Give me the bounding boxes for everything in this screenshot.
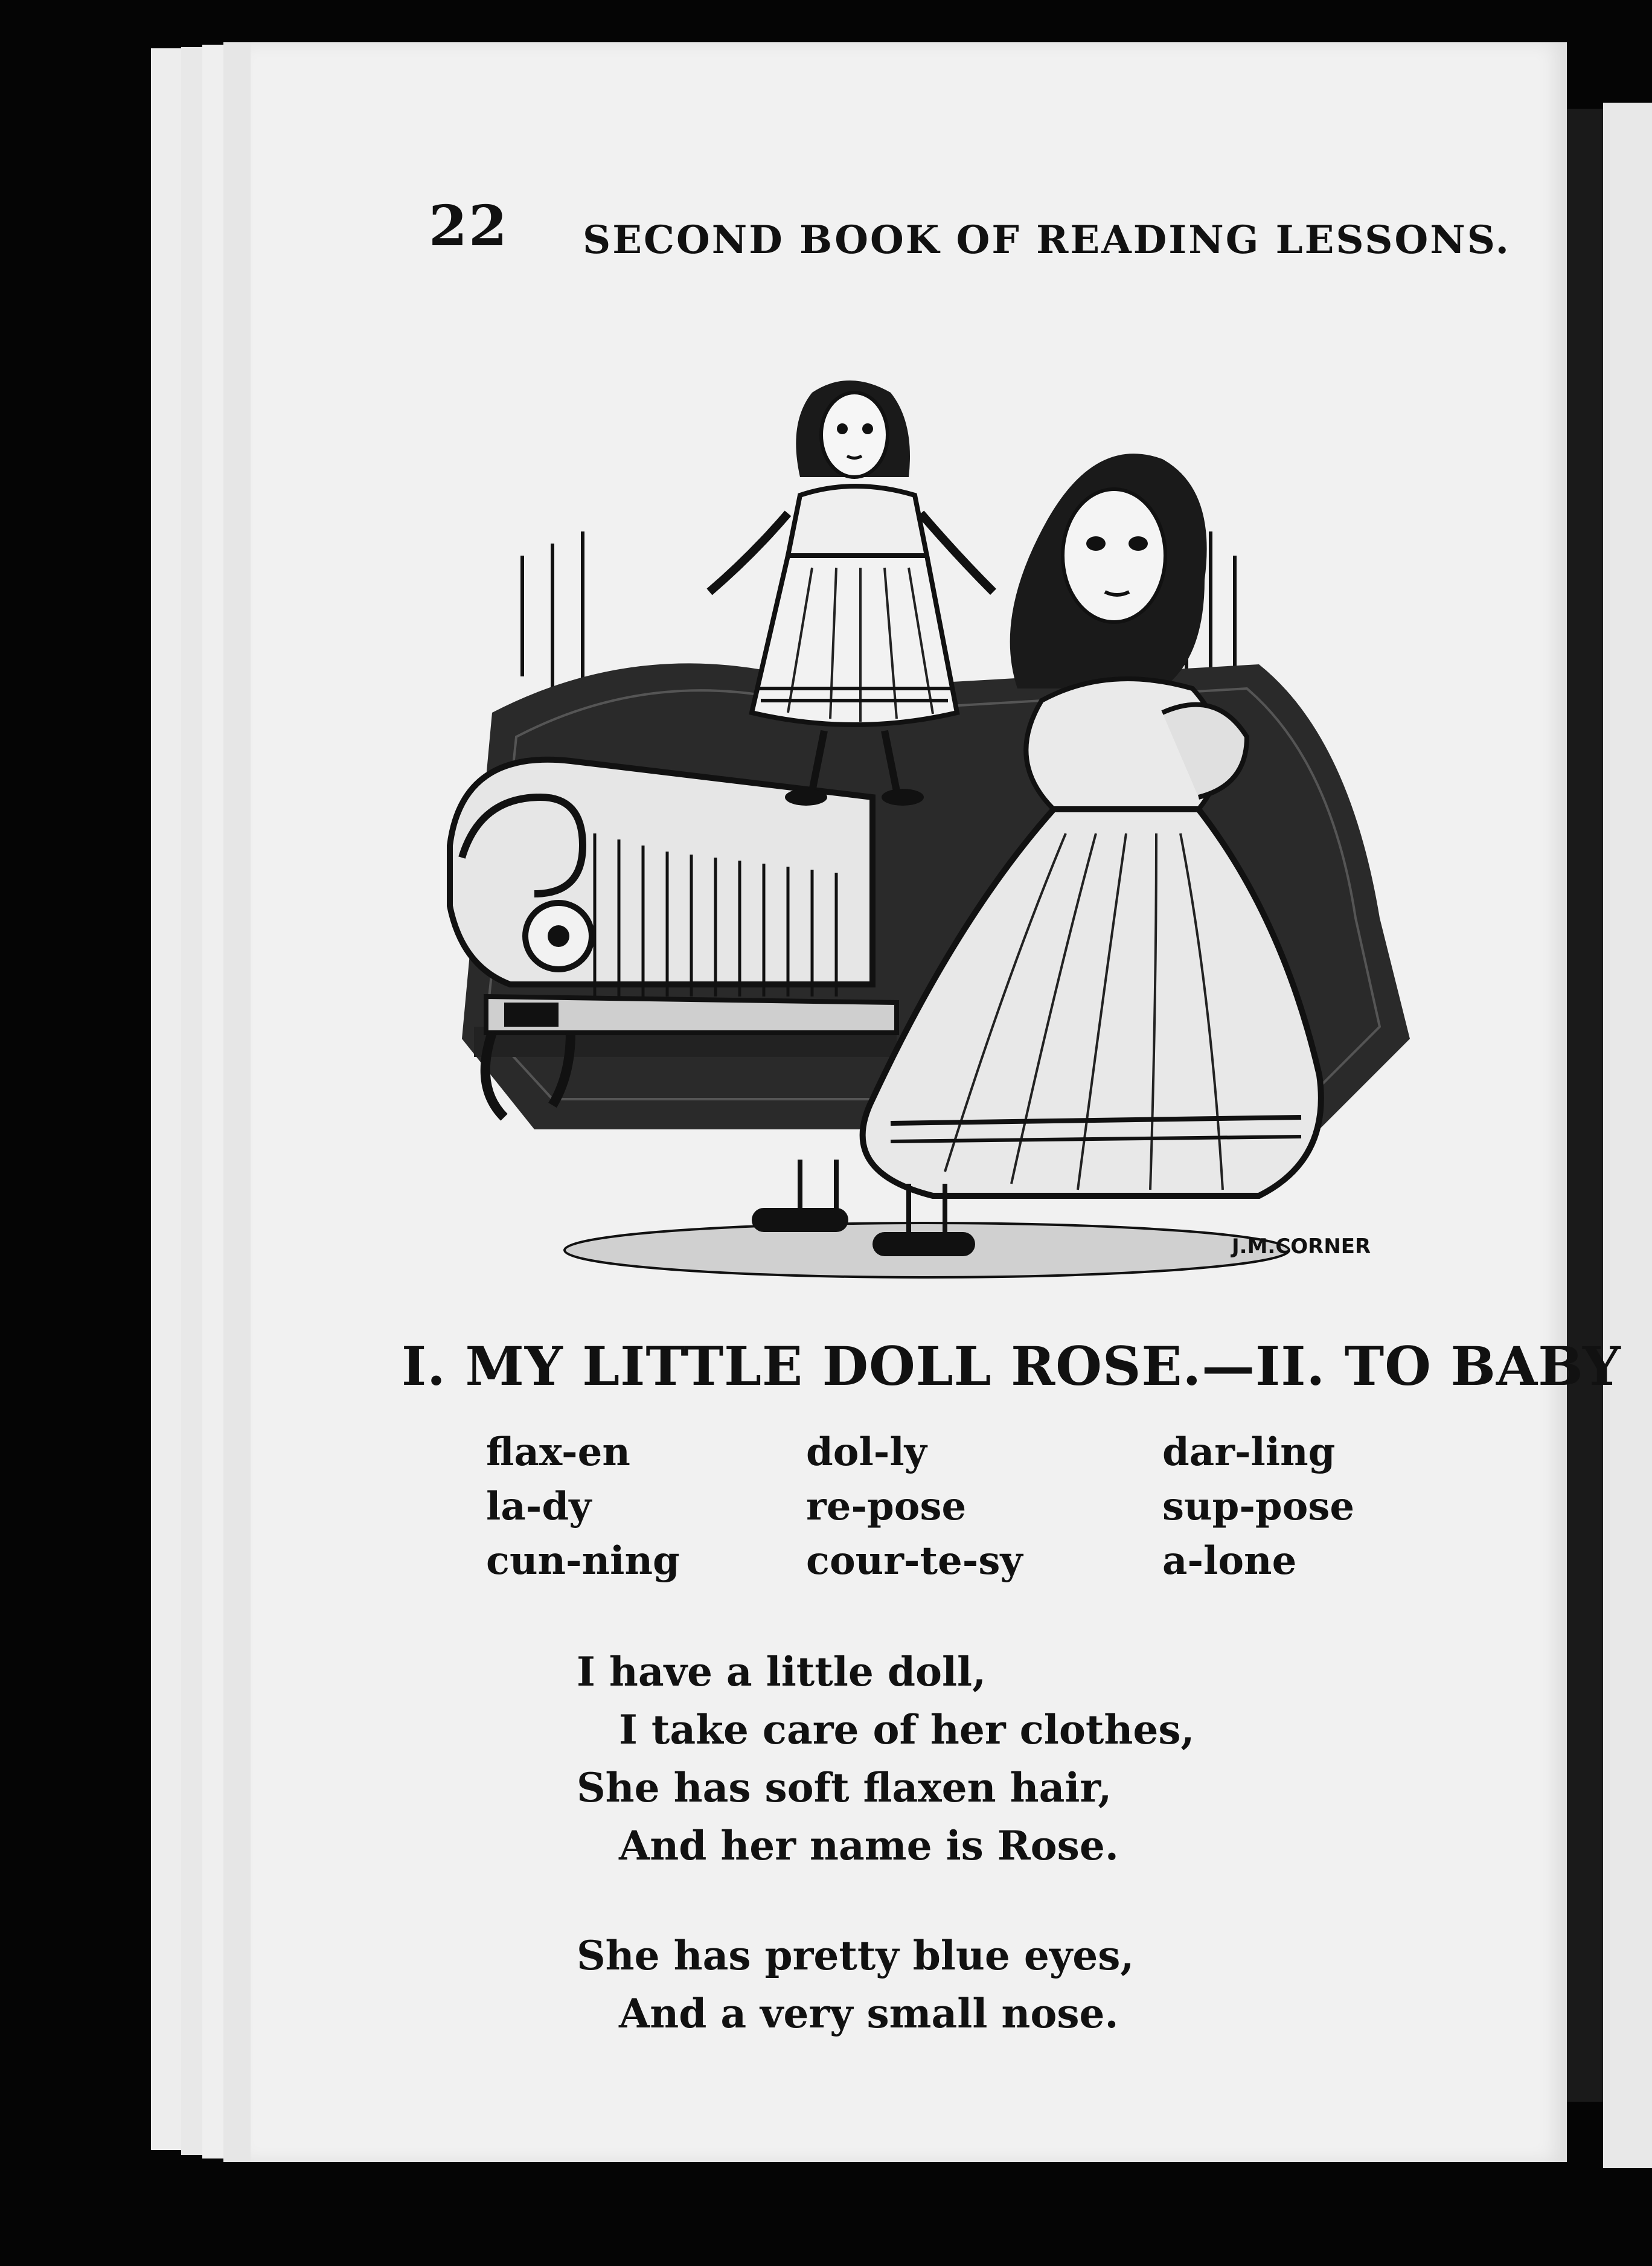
poem-line: And her name is Rose. bbox=[619, 1822, 1119, 1869]
poem-line: She has pretty blue eyes, bbox=[577, 1932, 1135, 1979]
spelling-word: a-lone bbox=[1162, 1538, 1297, 1584]
poem-line: I take care of her clothes, bbox=[619, 1706, 1195, 1753]
next-page-edge bbox=[1603, 103, 1652, 2168]
poem-line: And a very small nose. bbox=[619, 1990, 1119, 2037]
binding-shadow bbox=[1564, 109, 1606, 2102]
spelling-word: sup-pose bbox=[1162, 1484, 1355, 1529]
poem-stanza-2 bbox=[577, 1927, 1134, 2043]
spelling-column-2 bbox=[806, 1425, 1023, 1588]
engraving-girl-with-doll bbox=[414, 374, 1440, 1311]
spelling-word: dol-ly bbox=[806, 1430, 927, 1475]
spelling-word: cun-ning bbox=[486, 1538, 680, 1584]
spelling-column-1 bbox=[486, 1425, 680, 1588]
running-title: SECOND BOOK OF READING LESSONS. bbox=[583, 217, 1511, 263]
spelling-word: cour-te-sy bbox=[806, 1538, 1023, 1584]
engraver-signature: J.M.CORNER bbox=[1232, 1234, 1371, 1259]
spelling-word: flax-en bbox=[486, 1430, 630, 1475]
page-number: 22 bbox=[429, 193, 509, 258]
poem-line: She has soft flaxen hair, bbox=[577, 1764, 1112, 1811]
poem-stanza-1 bbox=[577, 1643, 1195, 1875]
spelling-word: la-dy bbox=[486, 1484, 592, 1529]
spelling-word: re-pose bbox=[806, 1484, 967, 1529]
poem-line: I have a little doll, bbox=[577, 1648, 987, 1695]
spelling-word: dar-ling bbox=[1162, 1430, 1336, 1475]
lesson-title: I. MY LITTLE DOLL ROSE.—II. TO BABY bbox=[402, 1335, 1621, 1398]
spelling-column-3 bbox=[1162, 1425, 1354, 1588]
book-page bbox=[251, 42, 1621, 2162]
